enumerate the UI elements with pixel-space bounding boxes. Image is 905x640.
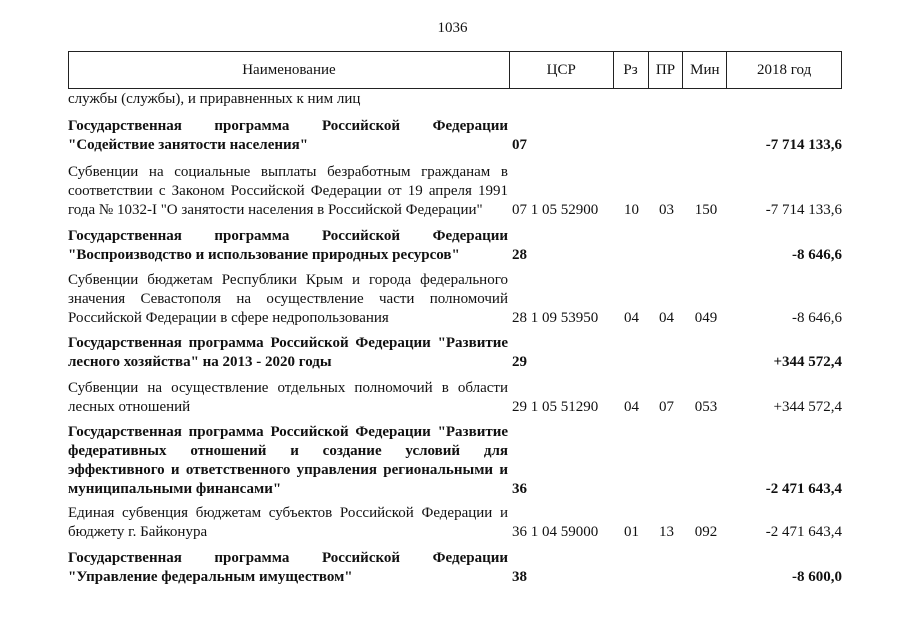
row-amount: -7 714 133,6: [765, 137, 842, 153]
row-name-line: Субвенции на социальные выплаты безработным гражданам в: [68, 164, 508, 180]
row-name-line: соответствии с Законом Российской Федерации от 19 апреля 1991: [68, 183, 508, 199]
row-name-line: Государственная программа Российской Федерации: [68, 550, 508, 566]
row-name: [68, 379, 508, 417]
row-name-line: лесных отношений: [68, 399, 191, 415]
header-pr: ПР: [649, 52, 684, 88]
row-name: [68, 334, 508, 372]
row-csr: 29: [512, 354, 527, 370]
table-row: [68, 227, 842, 265]
table-row: [68, 117, 842, 155]
row-name-line: Единая субвенция бюджетам субъектов Российской Федерации и: [68, 505, 508, 521]
row-amount: -7 714 133,6: [765, 202, 842, 218]
header-year: 2018 год: [757, 61, 812, 78]
row-name-line: "Содействие занятости населения": [68, 137, 309, 153]
row-name: [68, 549, 508, 587]
table-row: [68, 423, 842, 499]
row-name-line: эффективного и ответственного управления региональными и: [68, 462, 508, 478]
row-min: 049: [694, 310, 718, 326]
row-name-line: года № 1032-I "О занятости населения в Российской Федерации": [68, 202, 483, 218]
page-number: 1036: [437, 20, 468, 36]
row-name: [68, 271, 508, 328]
row-csr: 07 1 05 52900: [512, 202, 599, 218]
row-name-line: Государственная программа Российской Федерации "Развитие: [68, 424, 508, 440]
row-name-line: "Воспроизводство и использование природных ресурсов": [68, 247, 460, 263]
row-name-line: Субвенции на осуществление отдельных полномочий в области: [68, 380, 508, 396]
row-min: 150: [694, 202, 718, 218]
row-name: [68, 90, 508, 109]
row-name-line: лесного хозяйства" на 2013 - 2020 годы: [68, 354, 332, 370]
row-csr: 36 1 04 59000: [512, 524, 599, 540]
row-amount: -8 600,0: [792, 569, 842, 585]
table-row: [68, 271, 842, 328]
row-amount: -8 646,6: [792, 310, 842, 326]
table-header: [68, 51, 842, 89]
row-amount: -2 471 643,4: [765, 524, 842, 540]
table-row: [68, 379, 842, 417]
row-name: [68, 163, 508, 220]
table-row: [68, 90, 842, 109]
row-amount: -2 471 643,4: [765, 481, 842, 497]
row-csr: 28 1 09 53950: [512, 310, 599, 326]
row-name-line: службы (службы), и приравненных к ним лиц: [68, 91, 361, 107]
row-pr: 07: [659, 399, 674, 415]
row-pr: 04: [659, 310, 674, 326]
row-pr: 13: [659, 524, 674, 540]
row-csr: 36: [512, 481, 527, 497]
row-csr: 28: [512, 247, 527, 263]
row-rz: 10: [624, 202, 639, 218]
row-csr: 29 1 05 51290: [512, 399, 599, 415]
table-row: [68, 549, 842, 587]
row-name: [68, 117, 508, 155]
header-csr: ЦСР: [510, 52, 614, 88]
row-amount: +344 572,4: [773, 399, 842, 415]
table-row: [68, 163, 842, 220]
row-name-line: "Управление федеральным имуществом": [68, 569, 353, 585]
row-name: [68, 227, 508, 265]
row-name-line: Государственная программа Российской Федерации: [68, 228, 508, 244]
row-name-line: бюджету г. Байконура: [68, 524, 208, 540]
row-name-line: Государственная программа Российской Федерации "Развитие: [68, 335, 508, 351]
header-min: Мин: [683, 52, 727, 88]
row-csr: 38: [512, 569, 527, 585]
row-rz: 04: [624, 310, 639, 326]
row-name: [68, 423, 508, 499]
table-row: [68, 504, 842, 542]
row-name-line: Российской Федерации в сфере недропользования: [68, 310, 389, 326]
table-row: [68, 334, 842, 372]
row-name: [68, 504, 508, 542]
row-name-line: муниципальными финансами": [68, 481, 282, 497]
row-rz: 01: [624, 524, 639, 540]
row-name-line: федеративных отношений и создание условий для: [68, 443, 508, 459]
row-rz: 04: [624, 399, 639, 415]
header-rz: Рз: [614, 52, 649, 88]
row-min: 092: [694, 524, 718, 540]
row-name-line: Государственная программа Российской Федерации: [68, 118, 508, 134]
row-name-line: значения Севастополя на осуществление части полномочий: [68, 291, 508, 307]
row-min: 053: [694, 399, 718, 415]
row-csr: 07: [512, 137, 527, 153]
header-name: Наименование: [69, 52, 510, 88]
row-amount: -8 646,6: [792, 247, 842, 263]
row-pr: 03: [659, 202, 674, 218]
row-name-line: Субвенции бюджетам Республики Крым и города федерального: [68, 272, 508, 288]
row-amount: +344 572,4: [773, 354, 842, 370]
